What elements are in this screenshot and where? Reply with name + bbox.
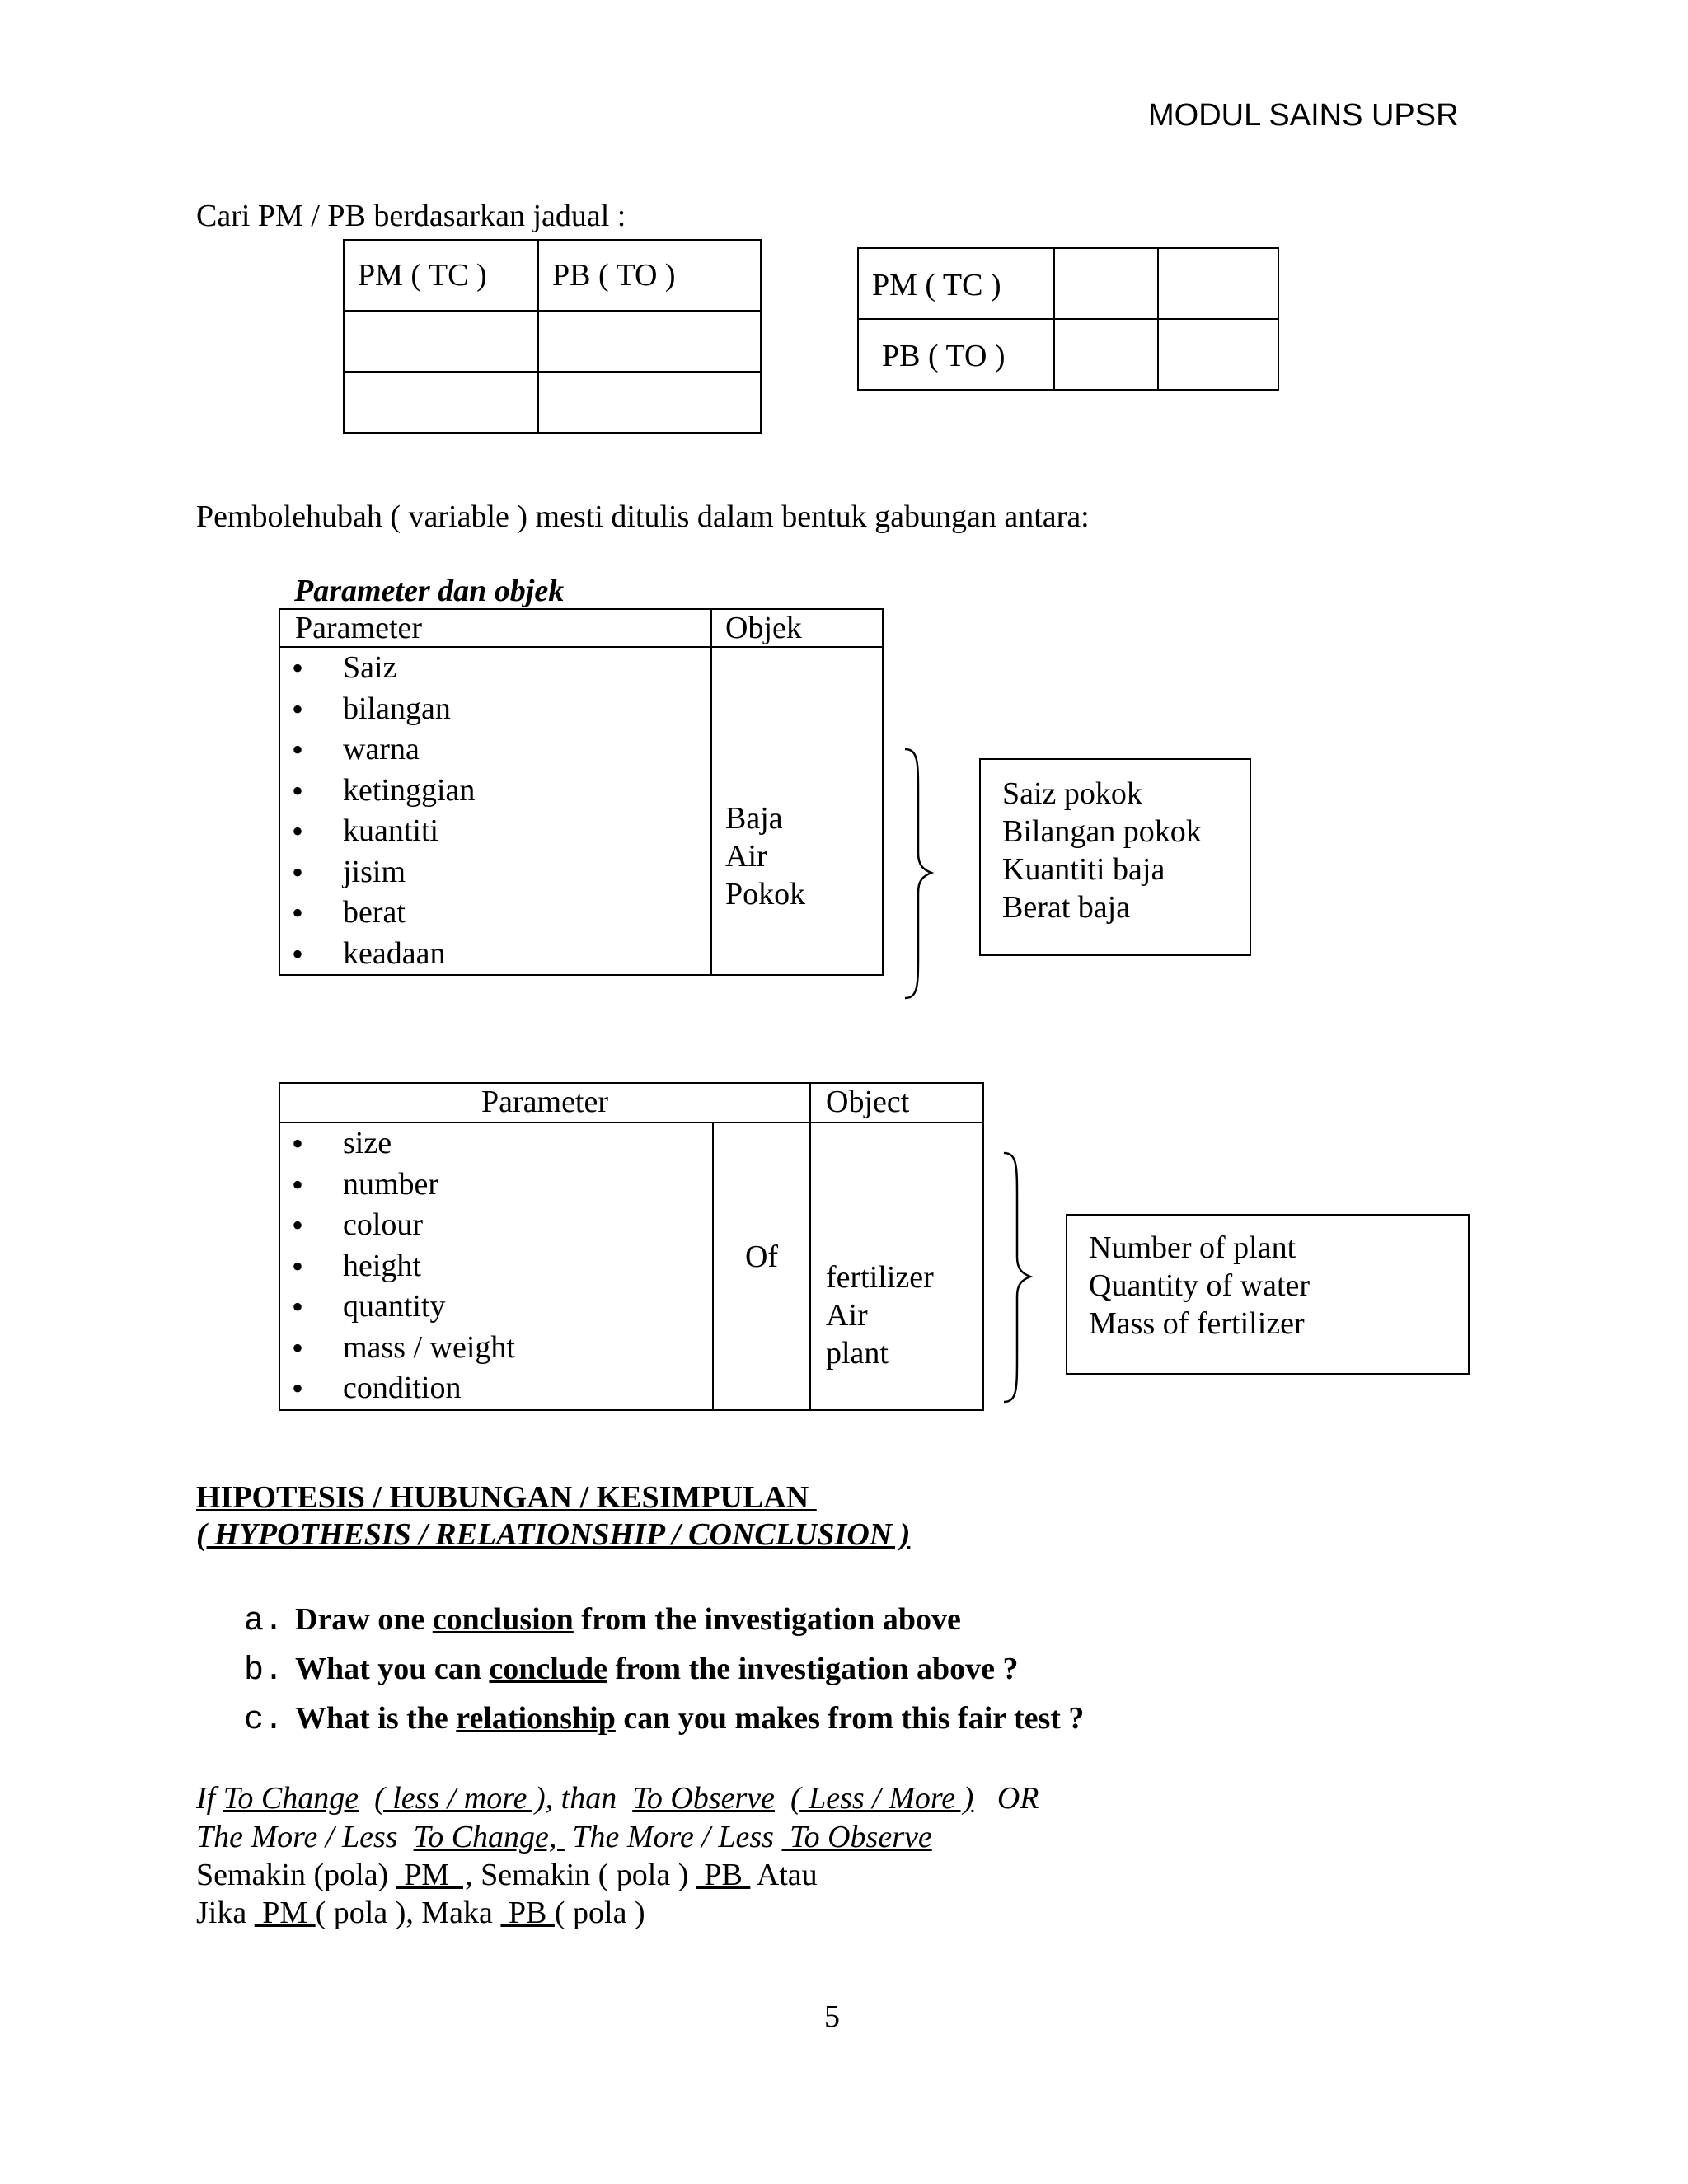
formula-line-1 [196, 1780, 1039, 1818]
text: Jika [196, 1896, 255, 1930]
table-a-cell[interactable] [538, 372, 761, 433]
result-box-malay [979, 758, 1251, 956]
text: PB [500, 1896, 555, 1930]
text: The More / Less [572, 1820, 782, 1854]
text: ( less / more ), [374, 1781, 554, 1816]
text: PM , [396, 1858, 473, 1892]
section2-intro: Pembolehubah ( variable ) mesti ditulis dalam bentuk gabungan antara: [196, 499, 1090, 534]
header-object-en: Object [810, 1083, 983, 1122]
list-item: • kuantiti [280, 811, 710, 852]
question-keyword: relationship [456, 1701, 616, 1736]
list-item: • bilangan [280, 689, 710, 730]
text: To Change, [413, 1820, 565, 1854]
list-item: • height [280, 1246, 712, 1287]
table-a-cell[interactable] [538, 311, 761, 372]
result-item: Quantity of water [1089, 1268, 1311, 1303]
question-letter: c. [244, 1702, 284, 1739]
parameter-list-cell-en [279, 1122, 713, 1410]
text: than [553, 1781, 625, 1816]
text: ( pola ), Maka [315, 1896, 501, 1930]
object-item: Air [725, 839, 767, 874]
result-item: Berat baja [1002, 890, 1131, 925]
question-keyword: conclusion [432, 1602, 574, 1637]
list-item: • keadaan [280, 934, 710, 975]
question-text: from the investigation above [573, 1602, 961, 1637]
question-text: Draw one [295, 1602, 433, 1637]
question-item [244, 1595, 1084, 1644]
list-item: • ketinggian [280, 771, 710, 812]
text: ( Less / More ) [790, 1781, 974, 1816]
list-item: • jisim [280, 852, 710, 893]
list-item: • Saiz [280, 648, 710, 689]
text: OR [996, 1781, 1039, 1816]
result-item: Number of plant [1089, 1230, 1296, 1265]
object-list-cell [711, 647, 883, 975]
list-item: • condition [280, 1368, 712, 1409]
text: Atau [750, 1858, 818, 1892]
table-title: Parameter dan objek [294, 574, 565, 608]
text: PB [696, 1858, 751, 1892]
table-a-cell[interactable] [344, 311, 538, 372]
table-b-cell[interactable] [1158, 319, 1278, 390]
question-letter: a. [244, 1603, 284, 1640]
result-item: Mass of fertilizer [1089, 1306, 1305, 1341]
text: Semakin ( pola ) [472, 1858, 696, 1892]
section3-heading: HIPOTESIS / HUBUNGAN / KESIMPULAN [196, 1480, 817, 1515]
object-item: fertilizer [826, 1260, 934, 1295]
header-parameter-en: Parameter [279, 1083, 810, 1122]
question-item [244, 1694, 1084, 1743]
table-a-header-pm: PM ( TC ) [344, 240, 538, 311]
table-parameter-object [279, 1082, 984, 1411]
page-header: MODUL SAINS UPSR [1148, 98, 1459, 133]
section3-subheading: ( HYPOTHESIS / RELATIONSHIP / CONCLUSION ) [196, 1517, 911, 1552]
list-item: • mass / weight [280, 1328, 712, 1369]
question-text: What is the [295, 1701, 457, 1736]
text: To Change [223, 1781, 359, 1816]
table-pm-pb-vertical [343, 239, 762, 434]
result-item: Saiz pokok [1002, 776, 1142, 811]
parameter-list [280, 648, 710, 974]
table-b-row-pb: PB ( TO ) [858, 319, 1054, 390]
list-item: • size [280, 1123, 712, 1165]
object-list-cell-en [810, 1122, 983, 1410]
table-a-cell[interactable] [344, 372, 538, 433]
parameter-list-en [280, 1123, 712, 1409]
text: PM [254, 1896, 316, 1930]
parameter-list-cell [279, 647, 711, 975]
page-number: 5 [824, 1999, 840, 2034]
list-item: • warna [280, 729, 710, 771]
text: To Observe [632, 1781, 775, 1816]
question-list [244, 1595, 1084, 1743]
text: The More / Less [196, 1820, 406, 1854]
question-item [244, 1644, 1084, 1694]
text: Semakin (pola) [196, 1858, 396, 1892]
list-item: • berat [280, 893, 710, 934]
object-item: Baja [725, 801, 783, 836]
table-b-cell[interactable] [1054, 248, 1158, 319]
formula-line-2 [196, 1819, 932, 1857]
table-pm-pb-horizontal [857, 247, 1279, 391]
result-item: Bilangan pokok [1002, 814, 1202, 849]
list-item: • colour [280, 1205, 712, 1246]
section1-intro: Cari PM / PB berdasarkan jadual : [196, 199, 626, 233]
formula-line-3 [196, 1857, 818, 1895]
table-b-cell[interactable] [1054, 319, 1158, 390]
question-text: can you makes from this fair test ? [615, 1701, 1085, 1736]
list-item: • quantity [280, 1286, 712, 1328]
object-item: plant [826, 1336, 889, 1371]
table-b-cell[interactable] [1158, 248, 1278, 319]
question-text: What you can [295, 1652, 490, 1686]
formula-line-4 [196, 1895, 645, 1933]
text: ( pola ) [554, 1896, 645, 1930]
object-item: Air [826, 1298, 868, 1333]
text: To Observe [781, 1820, 932, 1854]
text: If [196, 1781, 223, 1816]
table-b-row-pm: PM ( TC ) [858, 248, 1054, 319]
list-item: • number [280, 1165, 712, 1206]
table-a-header-pb: PB ( TO ) [538, 240, 761, 311]
header-objek: Objek [711, 609, 883, 647]
question-keyword: conclude [489, 1652, 607, 1686]
header-parameter: Parameter [279, 609, 711, 647]
result-item: Kuantiti baja [1002, 852, 1165, 887]
brace-icon [997, 1150, 1039, 1405]
question-text: from the investigation above ? [607, 1652, 1019, 1686]
table-parameter-objek [279, 608, 884, 976]
object-item: Pokok [725, 877, 806, 912]
question-letter: b. [244, 1652, 284, 1690]
brace-icon [898, 746, 940, 1001]
result-box-english [1066, 1214, 1470, 1375]
connector-of: Of [713, 1122, 810, 1410]
